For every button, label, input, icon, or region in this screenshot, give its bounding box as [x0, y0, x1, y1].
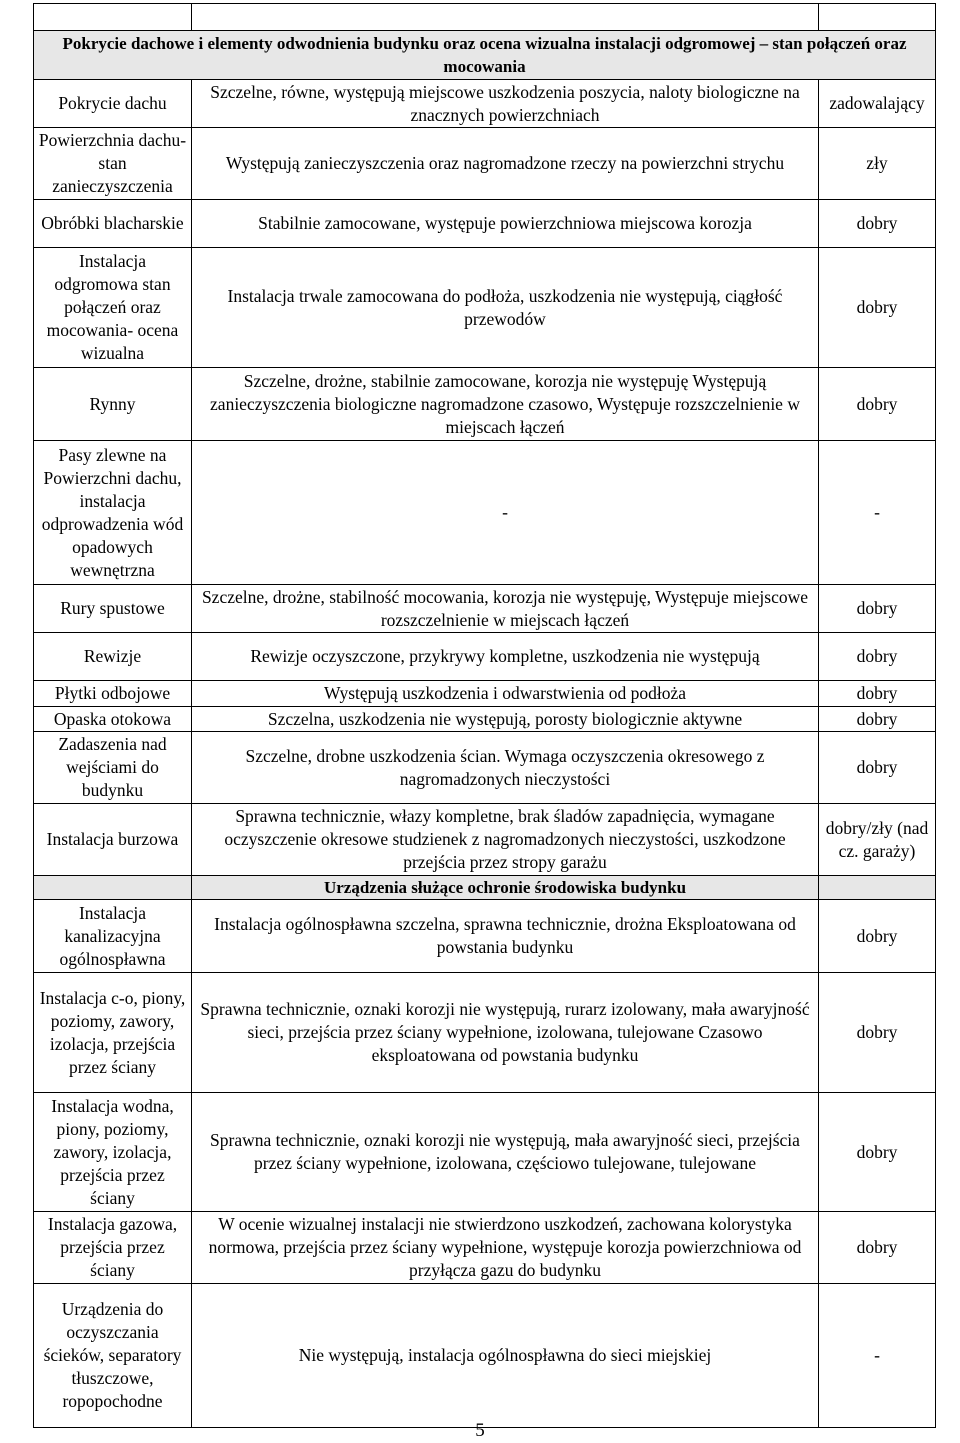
- description-cell: Instalacja ogólnospławna szczelna, sprawna technicznie, drożna Eksploatowana od powstania budynku: [192, 900, 819, 973]
- description-cell: Nie występują, instalacja ogólnospławna do sieci miejskiej: [192, 1284, 819, 1428]
- description-cell: Instalacja trwale zamocowana do podłoża, uszkodzenia nie występują, ciągłość przewodów: [192, 248, 819, 368]
- inspection-table: [33, 3, 936, 1428]
- rating-cell: -: [819, 1284, 936, 1428]
- rating-cell: dobry: [819, 681, 936, 707]
- rating-cell: dobry: [819, 732, 936, 804]
- section-header-row: [34, 31, 936, 80]
- element-cell: Obróbki blacharskie: [34, 200, 192, 248]
- description-cell: Stabilnie zamocowane, występuje powierzchniowa miejscowa korozja: [192, 200, 819, 248]
- description-cell: -: [192, 441, 819, 585]
- table-row: [34, 1093, 936, 1212]
- table-row: [34, 681, 936, 707]
- description-cell: Sprawna technicznie, oznaki korozji nie występują, mała awaryjność sieci, przejścia przez ściany wypełnione, izolowana, częściowo tulejowane, tulejowane: [192, 1093, 819, 1212]
- rating-cell: dobry: [819, 585, 936, 633]
- rating-cell: dobry: [819, 200, 936, 248]
- element-cell: Pasy zlewne na Powierzchni dachu, instalacja odprowadzenia wód opadowych wewnętrzna: [34, 441, 192, 585]
- table-row: [34, 973, 936, 1093]
- element-cell: Instalacja gazowa, przejścia przez ściany: [34, 1212, 192, 1284]
- element-cell: Instalacja burzowa: [34, 804, 192, 876]
- rating-cell: dobry: [819, 900, 936, 973]
- table-row: [34, 200, 936, 248]
- section-header-row: [34, 876, 936, 900]
- table-row: [34, 585, 936, 633]
- element-cell: Instalacja c-o, piony, poziomy, zawory, izolacja, przejścia przez ściany: [34, 973, 192, 1093]
- description-cell: Sprawna technicznie, włazy kompletne, brak śladów zapadnięcia, wymagane oczyszczenie okresowe studzienek z nagromadzonych nieczystości, uszkodzone przejścia przez stropy garażu: [192, 804, 819, 876]
- element-cell: Instalacja wodna, piony, poziomy, zawory, izolacja, przejścia przez ściany: [34, 1093, 192, 1212]
- element-cell: Opaska otokowa: [34, 707, 192, 732]
- description-cell: W ocenie wizualnej instalacji nie stwierdzono uszkodzeń, zachowana kolorystyka normowa, przejścia przez ściany wypełnione, występuje korozja powierzchniowa od przyłącza gazu do budynku: [192, 1212, 819, 1284]
- rating-cell: dobry: [819, 633, 936, 681]
- table-row: [34, 1212, 936, 1284]
- element-cell: Rury spustowe: [34, 585, 192, 633]
- description-cell: Szczelne, drobne uszkodzenia ścian. Wymaga oczyszczenia okresowego z nagromadzonych nieczystości: [192, 732, 819, 804]
- description-cell: Szczelna, uszkodzenia nie występują, porosty biologicznie aktywne: [192, 707, 819, 732]
- description-cell: Szczelne, równe, występują miejscowe uszkodzenia poszycia, naloty biologiczne na znacznych powierzchniach: [192, 80, 819, 128]
- table-top-spacer-row: [34, 4, 936, 31]
- table-row: [34, 707, 936, 732]
- rating-cell: -: [819, 441, 936, 585]
- element-cell: Instalacja odgromowa stan połączeń oraz mocowania- ocena wizualna: [34, 248, 192, 368]
- element-cell: Rewizje: [34, 633, 192, 681]
- table-row: [34, 900, 936, 973]
- element-cell: Pokrycie dachu: [34, 80, 192, 128]
- rating-cell: dobry: [819, 707, 936, 732]
- page-number: 5: [475, 1420, 485, 1441]
- description-cell: Występują zanieczyszczenia oraz nagromadzone rzeczy na powierzchni strychu: [192, 128, 819, 200]
- element-cell: Zadaszenia nad wejściami do budynku: [34, 732, 192, 804]
- rating-cell: dobry: [819, 1093, 936, 1212]
- element-cell: Płytki odbojowe: [34, 681, 192, 707]
- rating-cell: dobry: [819, 1212, 936, 1284]
- rating-cell: dobry: [819, 248, 936, 368]
- table-row: [34, 80, 936, 128]
- element-cell: Urządzenia do oczyszczania ścieków, separatory tłuszczowe, ropopochodne: [34, 1284, 192, 1428]
- rating-cell: zadowalający: [819, 80, 936, 128]
- section-header: Urządzenia służące ochronie środowiska budynku: [192, 876, 819, 900]
- element-cell: Powierzchnia dachu- stan zanieczyszczenia: [34, 128, 192, 200]
- description-cell: Szczelne, drożne, stabilnie zamocowane, korozja nie występuję Występują zanieczyszczenia biologiczne nagromadzone czasowo, Występuje rozszczelnienie w miejscach łączeń: [192, 368, 819, 441]
- description-cell: Szczelne, drożne, stabilność mocowania, korozja nie występuję, Występuje miejscowe rozszczelnienie w miejscach łączeń: [192, 585, 819, 633]
- section-header: Pokrycie dachowe i elementy odwodnienia budynku oraz ocena wizualna instalacji odgromowej – stan połączeń oraz mocowania: [34, 31, 936, 80]
- element-cell: Rynny: [34, 368, 192, 441]
- rating-cell: zły: [819, 128, 936, 200]
- table-row: [34, 633, 936, 681]
- table-row: [34, 248, 936, 368]
- element-cell: Instalacja kanalizacyjna ogólnospławna: [34, 900, 192, 973]
- description-cell: Występują uszkodzenia i odwarstwienia od podłoża: [192, 681, 819, 707]
- table-row: [34, 368, 936, 441]
- rating-cell: dobry/zły (nad cz. garaży): [819, 804, 936, 876]
- table-row: [34, 1284, 936, 1428]
- description-cell: Rewizje oczyszczone, przykrywy kompletne, uszkodzenia nie występują: [192, 633, 819, 681]
- table-row: [34, 128, 936, 200]
- table-row: [34, 732, 936, 804]
- table-row: [34, 441, 936, 585]
- rating-cell: dobry: [819, 973, 936, 1093]
- table-row: [34, 804, 936, 876]
- rating-cell: dobry: [819, 368, 936, 441]
- description-cell: Sprawna technicznie, oznaki korozji nie występują, rurarz izolowany, mała awaryjność sieci, przejścia przez ściany wypełnione, izolowana, tulejowane Czasowo eksploatowana od powstania budynku: [192, 973, 819, 1093]
